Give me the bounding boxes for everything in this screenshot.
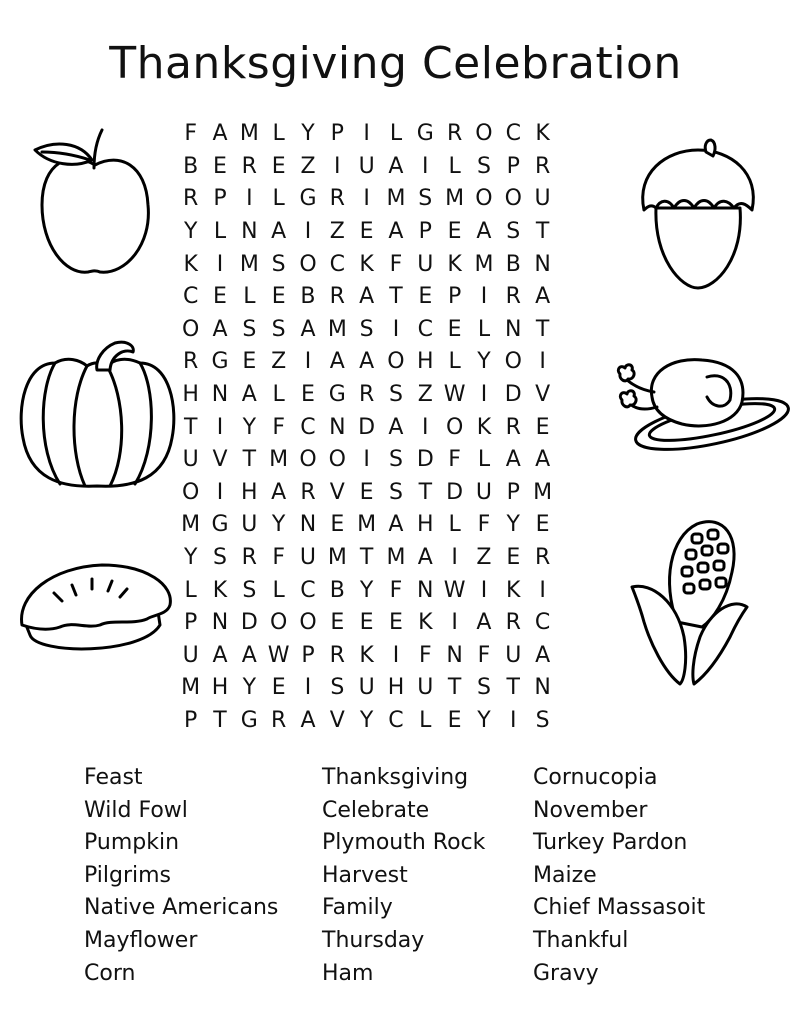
grid-letter[interactable]: R (241, 545, 257, 571)
grid-letter[interactable]: S (388, 479, 403, 505)
grid-letter[interactable]: O (182, 479, 200, 505)
grid-letter[interactable]: A (535, 284, 551, 310)
grid-letter[interactable]: C (417, 316, 433, 342)
grid-letter[interactable]: T (447, 675, 462, 701)
grid-letter[interactable]: N (241, 219, 258, 245)
grid-letter[interactable]: M (239, 251, 259, 277)
grid-letter[interactable]: Y (183, 219, 198, 245)
grid-letter[interactable]: I (363, 186, 370, 212)
word-list-item: Ham (322, 960, 374, 986)
grid-letter[interactable]: E (389, 610, 403, 636)
word-list-item: November (533, 797, 648, 823)
grid-letter[interactable]: M (445, 186, 465, 212)
grid-letter[interactable]: Y (242, 414, 257, 440)
grid-letter[interactable]: N (211, 610, 229, 636)
grid-letter[interactable]: Y (301, 121, 315, 147)
grid-letter[interactable]: U (241, 512, 258, 538)
grid-letter[interactable]: M (327, 545, 347, 571)
grid-letter[interactable]: E (271, 153, 286, 179)
grid-letter[interactable]: F (418, 642, 432, 668)
grid-letter[interactable]: P (213, 186, 227, 212)
grid-letter[interactable]: C (505, 121, 521, 147)
grid-letter[interactable]: P (418, 219, 432, 245)
word-column-3 (533, 762, 705, 990)
grid-letter[interactable]: S (271, 251, 286, 277)
grid-row (176, 314, 616, 347)
grid-letter[interactable]: R (183, 186, 199, 212)
word-list-item: Wild Fowl (84, 797, 188, 823)
word-list-item: Gravy (533, 960, 599, 986)
grid-letter[interactable]: F (272, 545, 285, 571)
grid-row (176, 640, 616, 673)
grid-letter[interactable]: U (417, 251, 434, 277)
grid-letter[interactable]: U (299, 545, 317, 571)
grid-letter[interactable]: A (388, 153, 404, 179)
grid-letter[interactable]: A (300, 707, 316, 733)
grid-letter[interactable]: M (181, 512, 201, 538)
word-column-1 (84, 762, 278, 990)
grid-letter[interactable]: D (416, 447, 434, 473)
grid-row (176, 574, 616, 607)
grid-letter[interactable]: A (212, 121, 228, 147)
grid-letter[interactable]: L (477, 316, 491, 342)
grid-letter[interactable]: A (535, 642, 551, 668)
word-list-item: Corn (84, 960, 136, 986)
grid-letter[interactable]: Z (476, 545, 492, 571)
grid-letter[interactable]: M (269, 447, 289, 473)
grid-letter[interactable]: O (504, 349, 522, 375)
grid-letter[interactable]: T (213, 707, 227, 733)
grid-letter[interactable]: K (506, 577, 521, 603)
grid-letter[interactable]: I (510, 707, 517, 733)
grid-letter[interactable]: C (300, 577, 316, 603)
grid-letter[interactable]: A (417, 545, 433, 571)
grid-letter[interactable]: K (418, 610, 433, 636)
grid-letter[interactable]: Y (477, 349, 491, 375)
grid-letter[interactable]: U (534, 186, 551, 212)
grid-letter[interactable]: T (183, 414, 198, 440)
grid-letter[interactable]: A (388, 414, 404, 440)
grid-letter[interactable]: F (477, 642, 491, 668)
grid-letter[interactable]: B (183, 153, 199, 179)
grid-letter[interactable]: T (535, 219, 550, 245)
grid-letter[interactable]: K (535, 121, 550, 147)
grid-letter[interactable]: N (446, 642, 463, 668)
grid-row (176, 672, 616, 705)
word-column-2 (322, 762, 485, 990)
grid-letter[interactable]: A (241, 382, 257, 408)
grid-letter[interactable]: T (506, 675, 520, 701)
grid-letter[interactable]: S (476, 675, 491, 701)
word-list-item: Native Americans (84, 895, 279, 921)
grid-letter[interactable]: A (505, 447, 521, 473)
grid-letter[interactable]: I (334, 153, 341, 179)
word-list-item: Maize (533, 862, 597, 888)
grid-letter[interactable]: M (386, 186, 406, 212)
grid-letter[interactable]: I (216, 251, 224, 277)
grid-letter[interactable]: S (213, 545, 227, 571)
grid-letter[interactable]: D (446, 479, 464, 505)
grid-letter[interactable]: T (418, 479, 433, 505)
grid-letter[interactable]: I (216, 414, 224, 440)
grid-letter[interactable]: E (359, 479, 374, 505)
grid-letter[interactable]: M (181, 675, 201, 701)
grid-letter[interactable]: G (299, 186, 317, 212)
grid-letter[interactable]: Z (417, 382, 433, 408)
grid-letter[interactable]: B (505, 251, 521, 277)
grid-letter[interactable]: I (392, 642, 400, 668)
grid-letter[interactable]: C (300, 414, 316, 440)
grid-row (176, 542, 616, 575)
grid-letter[interactable]: K (183, 251, 198, 277)
grid-letter[interactable]: M (474, 251, 494, 277)
grid-letter[interactable]: R (183, 349, 199, 375)
grid-letter[interactable]: E (535, 414, 550, 440)
word-list-item: Cornucopia (533, 765, 658, 790)
word-list-item: Feast (84, 765, 143, 790)
grid-letter[interactable]: F (477, 512, 491, 538)
word-list-item: Family (322, 895, 393, 921)
grid-letter[interactable]: T (242, 447, 257, 473)
grid-letter[interactable]: F (272, 414, 285, 440)
acorn-icon (636, 138, 761, 293)
grid-letter[interactable]: M (239, 121, 259, 147)
grid-letter[interactable]: E (271, 675, 286, 701)
grid-letter[interactable]: E (359, 610, 374, 636)
grid-letter[interactable]: L (213, 219, 227, 245)
grid-letter[interactable]: I (480, 382, 488, 408)
grid-letter[interactable]: R (446, 121, 463, 147)
grid-letter[interactable]: K (476, 414, 492, 440)
grid-letter[interactable]: U (358, 153, 375, 179)
grid-letter[interactable]: I (304, 219, 312, 245)
grid-letter[interactable]: T (389, 284, 403, 310)
grid-letter[interactable]: E (506, 545, 521, 571)
grid-letter[interactable]: M (357, 512, 377, 538)
grid-letter[interactable]: H (211, 675, 229, 701)
grid-letter[interactable]: R (329, 284, 345, 310)
grid-letter[interactable]: M (533, 479, 553, 505)
grid-letter[interactable]: S (242, 316, 257, 342)
grid-letter[interactable]: I (451, 610, 458, 636)
grid-letter[interactable]: O (269, 610, 288, 636)
grid-letter[interactable]: U (505, 642, 522, 668)
grid-row (176, 705, 616, 738)
grid-letter[interactable]: I (480, 284, 488, 310)
grid-letter[interactable]: H (417, 512, 434, 538)
grid-letter[interactable]: A (476, 219, 492, 245)
grid-letter[interactable]: K (447, 251, 462, 277)
grid-row (176, 607, 616, 640)
grid-letter[interactable]: E (330, 512, 345, 538)
turkey-icon (612, 352, 791, 452)
letter-grid[interactable] (176, 118, 616, 737)
word-list-item: Mayflower (84, 927, 198, 953)
word-list-item: Turkey Pardon (533, 830, 688, 856)
grid-letter[interactable]: O (475, 121, 493, 147)
grid-letter[interactable]: Y (359, 707, 374, 733)
grid-letter[interactable]: A (388, 219, 404, 245)
grid-letter[interactable]: I (216, 479, 224, 505)
grid-letter[interactable]: R (505, 414, 521, 440)
grid-letter[interactable]: E (330, 610, 345, 636)
word-list-item: Chief Massasoit (533, 895, 706, 921)
grid-letter[interactable]: F (448, 447, 461, 473)
grid-letter[interactable]: E (447, 316, 462, 342)
grid-letter[interactable]: S (271, 316, 286, 342)
grid-letter[interactable]: O (504, 186, 522, 212)
grid-letter[interactable]: H (182, 382, 199, 408)
grid-letter[interactable]: S (330, 675, 345, 701)
grid-letter[interactable]: G (211, 512, 229, 538)
grid-row (176, 248, 616, 281)
grid-letter[interactable]: U (417, 675, 434, 701)
grid-letter[interactable]: L (272, 121, 285, 147)
grid-letter[interactable]: O (299, 447, 317, 473)
grid-letter[interactable]: I (539, 349, 546, 375)
grid-letter[interactable]: A (535, 447, 551, 473)
grid-letter[interactable]: R (271, 707, 287, 733)
grid-letter[interactable]: K (212, 577, 228, 603)
grid-letter[interactable]: P (506, 153, 520, 179)
grid-letter[interactable]: D (358, 414, 376, 440)
grid-letter[interactable]: G (328, 382, 346, 408)
grid-letter[interactable]: O (445, 414, 464, 440)
grid-letter[interactable]: L (272, 577, 285, 603)
corn-icon (622, 512, 752, 687)
grid-letter[interactable]: N (211, 382, 229, 408)
grid-letter[interactable]: Y (183, 545, 198, 571)
grid-letter[interactable]: G (240, 707, 258, 733)
grid-letter[interactable]: N (329, 414, 346, 440)
grid-letter[interactable]: E (359, 219, 374, 245)
apple-icon (30, 120, 160, 280)
word-list-item: Harvest (322, 862, 408, 888)
grid-letter[interactable]: I (392, 316, 400, 342)
grid-letter[interactable]: L (477, 447, 491, 473)
grid-letter[interactable]: I (304, 349, 312, 375)
grid-letter[interactable]: A (476, 610, 492, 636)
grid-letter[interactable]: A (359, 349, 375, 375)
pumpkin-icon (15, 338, 180, 493)
grid-letter[interactable]: A (388, 512, 404, 538)
grid-row (176, 379, 616, 412)
grid-letter[interactable]: U (475, 479, 492, 505)
grid-letter[interactable]: O (182, 316, 200, 342)
grid-letter[interactable]: N (534, 675, 551, 701)
grid-row (176, 118, 616, 151)
word-list-item: Thankful (533, 927, 629, 953)
grid-letter[interactable]: S (506, 219, 521, 245)
grid-letter[interactable]: B (329, 577, 345, 603)
grid-letter[interactable]: G (211, 349, 229, 375)
grid-row (176, 281, 616, 314)
grid-letter[interactable]: V (329, 707, 345, 733)
grid-letter[interactable]: B (300, 284, 316, 310)
grid-letter[interactable]: V (329, 479, 345, 505)
grid-letter[interactable]: P (301, 642, 315, 668)
grid-letter[interactable]: N (417, 577, 434, 603)
grid-letter[interactable]: H (241, 479, 258, 505)
grid-letter[interactable]: O (387, 349, 405, 375)
grid-letter[interactable]: A (212, 642, 228, 668)
grid-letter[interactable]: W (267, 642, 290, 668)
grid-letter[interactable]: U (358, 675, 375, 701)
grid-letter[interactable]: P (447, 284, 462, 310)
grid-letter[interactable]: K (359, 251, 374, 277)
grid-letter[interactable]: R (534, 153, 551, 179)
grid-letter[interactable]: E (447, 219, 462, 245)
grid-letter[interactable]: Y (242, 675, 257, 701)
grid-letter[interactable]: R (505, 284, 521, 310)
grid-row (176, 444, 616, 477)
grid-letter[interactable]: V (212, 447, 228, 473)
grid-row (176, 346, 616, 379)
grid-letter[interactable]: I (246, 186, 253, 212)
grid-letter[interactable]: Y (506, 512, 520, 538)
grid-letter[interactable]: A (271, 479, 287, 505)
grid-letter[interactable]: S (359, 316, 374, 342)
grid-letter[interactable]: I (422, 153, 429, 179)
grid-row (176, 151, 616, 184)
grid-letter[interactable]: A (241, 642, 257, 668)
grid-letter[interactable]: E (535, 512, 550, 538)
grid-letter[interactable]: R (300, 479, 316, 505)
grid-letter[interactable]: I (363, 447, 370, 473)
grid-letter[interactable]: L (389, 121, 403, 147)
grid-letter[interactable]: Z (329, 219, 345, 245)
grid-letter[interactable]: Z (271, 349, 287, 375)
grid-letter[interactable]: I (363, 121, 370, 147)
grid-letter[interactable]: R (534, 545, 551, 571)
grid-row (176, 216, 616, 249)
grid-letter[interactable]: S (242, 577, 257, 603)
grid-letter[interactable]: R (505, 610, 521, 636)
grid-letter[interactable]: N (299, 512, 317, 538)
word-list-item: Pumpkin (84, 830, 180, 856)
grid-letter[interactable]: W (443, 577, 466, 603)
grid-letter[interactable]: U (182, 642, 199, 668)
grid-letter[interactable]: P (330, 121, 344, 147)
grid-letter[interactable]: M (386, 545, 406, 571)
grid-letter[interactable]: E (213, 153, 227, 179)
grid-letter[interactable]: N (534, 251, 551, 277)
grid-letter[interactable]: A (212, 316, 228, 342)
grid-letter[interactable]: L (419, 707, 432, 733)
grid-letter[interactable]: T (535, 316, 550, 342)
grid-letter[interactable]: L (448, 349, 461, 375)
word-list-item: Pilgrims (84, 862, 172, 888)
grid-letter[interactable]: N (505, 316, 522, 342)
grid-letter[interactable]: L (272, 382, 285, 408)
grid-letter[interactable]: Y (359, 577, 374, 603)
grid-letter[interactable]: F (389, 577, 403, 603)
word-list-item: Thursday (322, 927, 425, 953)
pie-icon (12, 555, 177, 665)
word-list-item: Thanksgiving (322, 765, 469, 790)
grid-letter[interactable]: C (388, 707, 404, 733)
grid-letter[interactable]: E (242, 349, 257, 375)
grid-letter[interactable]: S (388, 447, 403, 473)
grid-letter[interactable]: C (329, 251, 345, 277)
grid-letter[interactable]: P (506, 479, 520, 505)
grid-letter[interactable]: R (241, 153, 257, 179)
grid-letter[interactable]: H (417, 349, 434, 375)
grid-letter[interactable]: O (475, 186, 493, 212)
grid-letter[interactable]: W (443, 382, 466, 408)
grid-letter[interactable]: P (184, 707, 198, 733)
grid-letter[interactable]: I (539, 577, 546, 603)
grid-letter[interactable]: E (301, 382, 315, 408)
grid-letter[interactable]: L (272, 186, 285, 212)
grid-row (176, 411, 616, 444)
grid-letter[interactable]: S (535, 707, 550, 733)
grid-letter[interactable]: I (480, 577, 488, 603)
grid-letter[interactable]: S (418, 186, 433, 212)
grid-letter[interactable]: Y (271, 512, 286, 538)
grid-letter[interactable]: H (387, 675, 405, 701)
grid-letter[interactable]: O (328, 447, 346, 473)
grid-letter[interactable]: L (184, 577, 197, 603)
grid-row (176, 509, 616, 542)
grid-letter[interactable]: R (329, 186, 345, 212)
grid-letter[interactable]: C (534, 610, 551, 636)
grid-letter[interactable]: D (240, 610, 258, 636)
grid-letter[interactable]: S (476, 153, 491, 179)
grid-letter[interactable]: I (304, 675, 312, 701)
grid-letter[interactable]: R (358, 382, 375, 408)
grid-letter[interactable]: L (448, 153, 461, 179)
grid-letter[interactable]: S (388, 382, 403, 408)
grid-letter[interactable]: Z (300, 153, 316, 179)
grid-letter[interactable]: O (299, 251, 317, 277)
grid-letter[interactable]: L (243, 284, 256, 310)
grid-letter[interactable]: P (184, 610, 198, 636)
grid-row (176, 183, 616, 216)
grid-letter[interactable]: T (359, 545, 374, 571)
grid-letter[interactable]: Y (477, 707, 491, 733)
grid-letter[interactable]: E (418, 284, 433, 310)
grid-letter[interactable]: C (182, 284, 199, 310)
page-title: Thanksgiving Celebration (109, 38, 682, 89)
word-list-item: Celebrate (322, 797, 430, 823)
grid-letter[interactable]: D (504, 382, 522, 408)
grid-letter[interactable]: E (447, 707, 462, 733)
grid-letter[interactable]: A (271, 219, 287, 245)
grid-letter[interactable]: A (359, 284, 375, 310)
grid-row (176, 477, 616, 510)
grid-letter[interactable]: E (213, 284, 227, 310)
grid-letter[interactable]: I (451, 545, 458, 571)
grid-letter[interactable]: E (271, 284, 286, 310)
grid-letter[interactable]: U (182, 447, 199, 473)
grid-letter[interactable]: M (327, 316, 347, 342)
grid-letter[interactable]: F (389, 251, 403, 277)
grid-letter[interactable]: V (535, 382, 551, 408)
grid-letter[interactable]: G (416, 121, 434, 147)
grid-letter[interactable]: L (448, 512, 461, 538)
grid-letter[interactable]: A (300, 316, 316, 342)
grid-letter[interactable]: K (359, 642, 374, 668)
grid-letter[interactable]: A (329, 349, 345, 375)
word-list-item: Plymouth Rock (322, 830, 486, 856)
grid-letter[interactable]: R (329, 642, 345, 668)
grid-letter[interactable]: F (184, 121, 197, 147)
grid-letter[interactable]: I (422, 414, 429, 440)
grid-letter[interactable]: O (299, 610, 317, 636)
